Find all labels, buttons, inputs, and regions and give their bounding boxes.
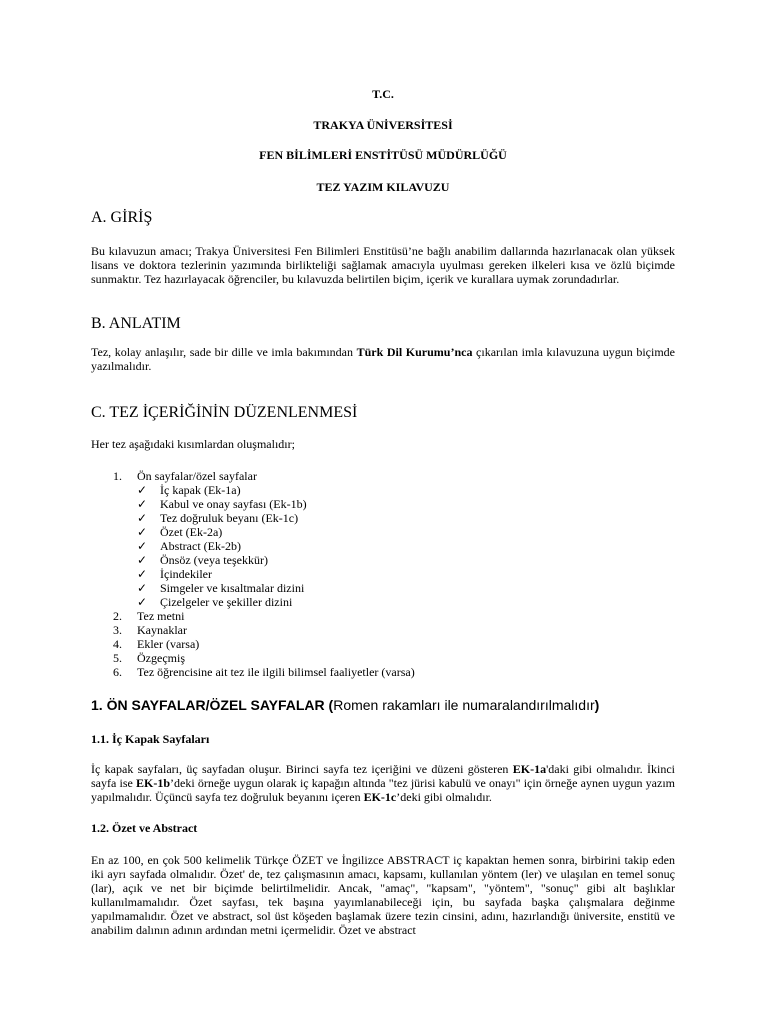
sublist-item [91,567,675,581]
list-item-text: Ekler (varsa) [137,637,200,651]
sublist-item [91,581,675,595]
checkmark-icon: ✓ [137,567,148,581]
checkmark-icon: ✓ [137,553,148,567]
list-item-number: 6. [113,665,122,679]
ic-kapak-text-3: ’deki örneğe uygun olarak iç kapağın altında "tez jürisi kabulü ve onayı" için örneğe aynen uygun yazım yapılmalıdır. Üçüncü sayfa tez doğruluk beyanını içeren [91,776,675,804]
paragraph-giris: Bu kılavuzun amacı; Trakya Üniversitesi Fen Bilimleri Enstitüsü’ne bağlı anabilim dallarında hazırlanacak olan yüksek lisans ve doktora tezlerinin yazımında birlikteliği sağlamak amacıyla uyulması gereken ilkeleri kısa ve özlü biçimde sunmaktır. Tez hazırlayacak öğrenciler, bu kılavuzda belirtilen biçim, içerik ve kurallara uymak zorundadırlar. [91,244,675,286]
sublist-item [91,595,675,609]
heading-tez-icerigi: C. TEZ İÇERİĞİNİN DÜZENLENMESİ [91,404,358,421]
heading-giris: A. GİRİŞ [91,209,153,226]
list-item [91,609,675,623]
sublist-item-text: Önsöz (veya teşekkür) [160,553,268,567]
paragraph-ic-kapak [91,762,675,804]
sublist-item [91,553,675,567]
heading-on-sayfalar-main: 1. ÖN SAYFALAR/ÖZEL SAYFALAR ( [91,697,334,713]
ic-kapak-text-4: ’deki gibi olmalıdır. [396,790,492,804]
sublist-item-text: Çizelgeler ve şekiller dizini [160,595,293,609]
sublist-item [91,483,675,497]
sublist-item [91,525,675,539]
sublist-item-text: İç kapak (Ek-1a) [160,483,241,497]
anlatim-text-2: çıkarılan imla kılavuzuna uygun biçimde yazılmalıdır. [91,345,676,373]
anlatim-bold-tdk: Türk Dil Kurumu’nca [356,345,473,359]
sublist-item-text: Simgeler ve kısaltmalar dizini [160,581,305,595]
heading-ozet-abstract: 1.2. Özet ve Abstract [91,821,198,835]
heading-ic-kapak: 1.1. İç Kapak Sayfaları [91,732,210,746]
list-item-text: Ön sayfalar/özel sayfalar [137,469,257,483]
list-item-text: Tez öğrencisine ait tez ile ilgili bilimsel faaliyetler (varsa) [137,665,415,679]
checkmark-icon: ✓ [137,595,148,609]
title-institute: FEN BİLİMLERİ ENSTİTÜSÜ MÜDÜRLÜĞÜ [259,148,507,162]
title-university: TRAKYA ÜNİVERSİTESİ [313,118,453,132]
list-item-number: 2. [113,609,122,623]
list-item-number: 4. [113,637,122,651]
sublist-item-text: Özet (Ek-2a) [160,525,223,539]
list-item-number: 3. [113,623,122,637]
checkmark-icon: ✓ [137,581,148,595]
sublist-item [91,497,675,511]
ic-kapak-text-2: 'daki gibi olmalıdır. İkinci sayfa ise [91,762,675,790]
heading-anlatim: B. ANLATIM [91,315,181,332]
heading-on-sayfalar [91,696,599,714]
list-item-text: Tez metni [137,609,185,623]
sublist-item-text: İçindekiler [160,567,212,581]
checkmark-icon: ✓ [137,483,148,497]
heading-on-sayfalar-note: Romen rakamları ile numaralandırılmalıdır [333,697,595,713]
sublist-item-text: Abstract (Ek-2b) [160,539,241,553]
list-item [91,651,675,665]
paragraph-ozet-abstract: En az 100, en çok 500 kelimelik Türkçe ÖZET ve İngilizce ABSTRACT iç kapaktan hemen sonra, birbirini takip eden iki ayrı sayfada olmalıdır. Özet' de, tez çalışmasının amacı, kapsamı, kullanılan yöntem (ler) ve ulaşılan en temel sonuç (lar), açık ve net bir biçimde belirtilmelidir. Ancak, "amaç", "kapsam", "yöntem", "sonuç" gibi alt başlıklar kullanılmamalıdır. Özet sayfası, tek başına yayımlanabileceği için, bu sayfada başka çalışmalara değinme yapılmamalıdır. Özet ve abstract, sol üst köşeden başlamak üzere tezin cinsini, adını, hazırlandığı üniversite, enstitü ve anabilim dalının adının ardından metni içermelidir. Özet ve abstract [91,853,675,937]
checkmark-icon: ✓ [137,525,148,539]
list-item-number: 5. [113,651,122,665]
list-item [91,665,675,679]
sublist-item-text: Tez doğruluk beyanı (Ek-1c) [160,511,299,525]
paragraph-tez-intro: Her tez aşağıdaki kısımlardan oluşmalıdır; [91,437,295,451]
paragraph-anlatim [91,345,675,373]
sublist-item [91,511,675,525]
title-guide: TEZ YAZIM KILAVUZU [316,180,450,194]
sublist-item-text: Kabul ve onay sayfası (Ek-1b) [160,497,307,511]
list-item-number: 1. [113,469,122,483]
list-item [91,637,675,651]
list-item-text: Kaynaklar [137,623,187,637]
tez-parts-list [91,469,675,679]
ic-kapak-ek-1c: EK-1c [363,790,397,804]
ic-kapak-ek-1b: EK-1b [135,776,170,790]
list-item [91,623,675,637]
checkmark-icon: ✓ [137,539,148,553]
list-item [91,469,675,483]
sublist-item [91,539,675,553]
checkmark-icon: ✓ [137,497,148,511]
heading-on-sayfalar-close: ) [594,697,600,713]
ic-kapak-text-1: İç kapak sayfaları, üç sayfadan oluşur. Birinci sayfa tez içeriğini ve düzeni gösteren [91,762,513,776]
list-item-text: Özgeçmiş [137,651,185,665]
anlatim-text-1: Tez, kolay anlaşılır, sade bir dille ve imla bakımından [91,345,357,359]
ic-kapak-ek-1a: EK-1a [512,762,547,776]
title-tc: T.C. [372,87,394,101]
checkmark-icon: ✓ [137,511,148,525]
